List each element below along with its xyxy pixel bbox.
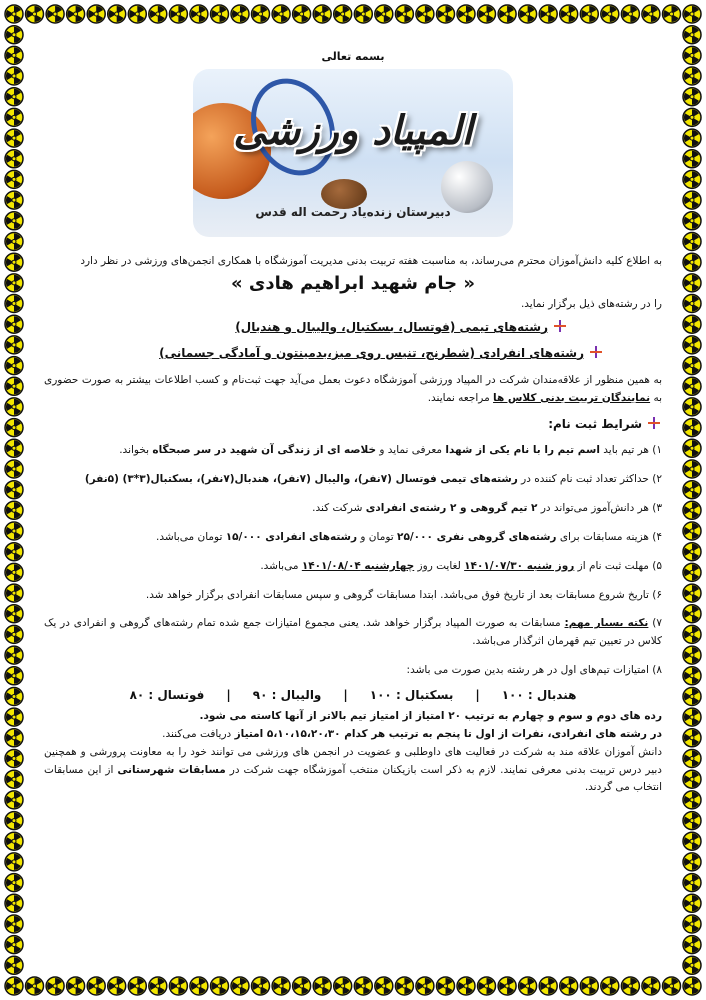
radiation-icon <box>415 4 436 25</box>
radiation-icon <box>4 811 25 832</box>
radiation-icon <box>127 4 148 25</box>
condition-3: ۳) هر دانش‌آموز می‌تواند در ۲ تیم گروهی و ۲ رشته‌ی انفرادی شرکت کند. <box>312 502 662 515</box>
radiation-icon <box>558 976 579 997</box>
radiation-icon <box>45 4 66 25</box>
radiation-icon <box>682 500 703 521</box>
bullet-arrow-icon <box>590 346 602 358</box>
score-separator: | <box>226 687 231 702</box>
condition-7: ۷) نکته بسیار مهم: مسابقات به صورت المپیاد برگزار خواهد شد. یعنی مجموع امتیازات جمع شده تمام رشته‌های گروهی و انفرادی در یک کلاس در تعیین تیم قهرمان اثرگذار می‌باشد. <box>44 617 663 648</box>
radiation-icon <box>599 4 620 25</box>
radiation-icon <box>682 211 703 232</box>
radiation-icon <box>682 955 703 976</box>
radiation-icon <box>4 149 25 170</box>
radiation-icon <box>4 873 25 894</box>
radiation-icon <box>312 4 333 25</box>
radiation-icon <box>4 293 25 314</box>
radiation-icon <box>456 976 477 997</box>
radiation-icon <box>682 190 703 211</box>
radiation-icon <box>620 4 641 25</box>
radiation-icon <box>476 4 497 25</box>
radiation-icon <box>4 87 25 108</box>
radiation-icon <box>538 976 559 997</box>
radiation-icon <box>456 4 477 25</box>
radiation-icon <box>271 976 292 997</box>
radiation-icon <box>435 976 456 997</box>
bullet-arrow-icon <box>554 320 566 332</box>
radiation-icon <box>4 852 25 873</box>
radiation-icon <box>682 273 703 294</box>
radiation-icon <box>4 604 25 625</box>
radiation-icon <box>4 624 25 645</box>
radiation-icon <box>65 976 86 997</box>
radiation-icon <box>682 645 703 666</box>
radiation-icon <box>86 976 107 997</box>
radiation-icon <box>415 976 436 997</box>
radiation-icon <box>682 480 703 501</box>
radiation-icon <box>271 4 292 25</box>
radiation-icon <box>250 4 271 25</box>
radiation-icon <box>4 790 25 811</box>
radiation-icon <box>558 4 579 25</box>
radiation-icon <box>682 418 703 439</box>
radiation-icon <box>682 604 703 625</box>
radiation-icon <box>189 4 210 25</box>
radiation-icon <box>4 707 25 728</box>
radiation-icon <box>4 480 25 501</box>
scores-row <box>44 688 662 702</box>
condition-6: ۶) تاریخ شروع مسابقات بعد از تاریخ فوق می‌باشد. ابتدا مسابقات گروهی و سپس مسابقات انفرادی برگزار خواهد شد. <box>145 588 662 601</box>
invite-text <box>44 372 662 408</box>
radiation-icon <box>332 4 353 25</box>
radiation-icon <box>682 293 703 314</box>
individual-sports-label: رشته‌های انفرادی (شطرنج، تنیس روی میز،بدمینتون و آمادگی جسمانی) <box>159 345 584 360</box>
olympiad-banner <box>193 69 513 237</box>
radiation-icon <box>4 976 25 997</box>
radiation-icon <box>682 149 703 170</box>
announcement-page <box>44 44 662 956</box>
radiation-icon <box>4 769 25 790</box>
score-volleyball: والیبال : ۹۰ <box>252 687 322 702</box>
radiation-icon <box>682 4 703 25</box>
radiation-icon <box>682 976 703 997</box>
radiation-icon <box>682 748 703 769</box>
radiation-icon <box>24 976 45 997</box>
radiation-icon <box>24 4 45 25</box>
radiation-icon <box>4 45 25 66</box>
score-futsal: فوتسال : ۸۰ <box>129 687 205 702</box>
radiation-icon <box>620 976 641 997</box>
basmala: بسمه تعالی <box>321 50 385 63</box>
score-handball: هندبال : ۱۰۰ <box>501 687 577 702</box>
radiation-icon <box>682 66 703 87</box>
radiation-icon <box>682 914 703 935</box>
class-reps-label: نمایندگان تربیت بدنی کلاس ها <box>493 391 651 404</box>
radiation-icon <box>682 811 703 832</box>
radiation-icon <box>497 4 518 25</box>
conditions-heading <box>44 417 662 431</box>
radiation-icon <box>661 976 682 997</box>
radiation-icon <box>682 769 703 790</box>
radiation-icon <box>394 4 415 25</box>
radiation-icon <box>353 976 374 997</box>
radiation-icon <box>168 4 189 25</box>
radiation-icon <box>579 4 600 25</box>
radiation-icon <box>4 376 25 397</box>
radiation-icon <box>4 231 25 252</box>
radiation-icon <box>4 252 25 273</box>
radiation-icon <box>682 935 703 956</box>
score-basketball: بسکتبال : ۱۰۰ <box>369 687 454 702</box>
radiation-icon <box>4 190 25 211</box>
radiation-icon <box>682 521 703 542</box>
radiation-icon <box>517 4 538 25</box>
radiation-icon <box>4 893 25 914</box>
radiation-icon <box>4 397 25 418</box>
radiation-icon <box>4 356 25 377</box>
radiation-icon <box>373 976 394 997</box>
radiation-icon <box>4 686 25 707</box>
individual-note: در رشته های انفرادی، نفرات از اول تا پنجم به ترتیب هر کدام ۵،۱۰،۱۵،۲۰،۳۰ امتیاز دریافت می‌کنند. <box>162 727 662 740</box>
radiation-icon <box>4 666 25 687</box>
radiation-icon <box>682 790 703 811</box>
score-separator: | <box>475 687 480 702</box>
radiation-icon <box>4 831 25 852</box>
radiation-icon <box>682 542 703 563</box>
radiation-icon <box>682 459 703 480</box>
radiation-icon <box>250 976 271 997</box>
radiation-icon <box>4 728 25 749</box>
radiation-icon <box>579 976 600 997</box>
radiation-icon <box>4 438 25 459</box>
cup-title: « جام شهید ابراهیم هادی » <box>230 272 476 294</box>
radiation-icon <box>4 914 25 935</box>
radiation-icon <box>4 955 25 976</box>
radiation-icon <box>4 459 25 480</box>
radiation-icon <box>682 852 703 873</box>
intro-text: به اطلاع کلیه دانش‌آموزان محترم می‌رساند، به مناسبت هفته تربیت بدنی مدیریت آموزشگاه با همکاری انجمن‌های ورزشی در نظر دارد <box>80 255 662 267</box>
radiation-icon <box>4 66 25 87</box>
radiation-icon <box>682 666 703 687</box>
invite-part-1: به همین منظور از علاقه‌مندان شرکت در المپیاد ورزشی آموزشگاه دعوت بعمل می‌آید جهت ثبت‌نام و کسب اطلاعات بیشتر به صورت حضوری به <box>44 373 662 404</box>
radiation-icon <box>45 976 66 997</box>
radiation-icon <box>127 976 148 997</box>
radiation-icon <box>4 314 25 335</box>
radiation-icon <box>291 4 312 25</box>
condition-1: ۱) هر تیم باید اسم تیم را با نام یکی از شهدا معرفی نماید و خلاصه ای از زندگی آن شهید در سر صبحگاه بخواند. <box>119 444 662 457</box>
radiation-icon <box>682 335 703 356</box>
radiation-icon <box>641 976 662 997</box>
school-name: دبیرستان زنده‌یاد رحمت اله قدس <box>255 205 451 219</box>
radiation-icon <box>682 356 703 377</box>
team-sports-label: رشته‌های تیمی (فوتسال، بسکتبال، والیبال و هندبال) <box>235 319 548 334</box>
radiation-icon <box>4 645 25 666</box>
radiation-icon <box>4 169 25 190</box>
radiation-icon <box>682 87 703 108</box>
radiation-icon <box>538 4 559 25</box>
radiation-icon <box>682 438 703 459</box>
radiation-icon <box>4 583 25 604</box>
radiation-icon <box>147 4 168 25</box>
score-separator: | <box>343 687 348 702</box>
radiation-icon <box>4 107 25 128</box>
radiation-icon <box>4 211 25 232</box>
radiation-icon <box>682 873 703 894</box>
radiation-icon <box>682 831 703 852</box>
radiation-icon <box>394 976 415 997</box>
radiation-icon <box>682 728 703 749</box>
rank-note: رده های دوم و سوم و چهارم به ترتیب ۲۰ امتیاز از امتیاز تیم بالاتر از آنها کاسته می شود. <box>199 709 662 722</box>
condition-5: ۵) مهلت ثبت نام از روز شنبه ۱۴۰۱/۰۷/۳۰ لغایت روز چهارشنبه ۱۴۰۱/۰۸/۰۴ می‌باشد. <box>260 559 662 572</box>
radiation-icon <box>682 252 703 273</box>
radiation-icon <box>682 562 703 583</box>
radiation-icon <box>497 976 518 997</box>
radiation-icon <box>230 976 251 997</box>
radiation-icon <box>86 4 107 25</box>
radiation-icon <box>106 4 127 25</box>
bullet-arrow-icon <box>648 417 660 429</box>
intro-end: را در رشته‌های ذیل برگزار نماید. <box>520 297 662 310</box>
radiation-icon <box>682 397 703 418</box>
radiation-icon <box>599 976 620 997</box>
radiation-icon <box>147 976 168 997</box>
radiation-icon <box>106 976 127 997</box>
condition-8: ۸) امتیازات تیم‌های اول در هر رشته بدین صورت می باشد: <box>406 664 662 677</box>
radiation-icon <box>353 4 374 25</box>
radiation-icon <box>682 231 703 252</box>
radiation-icon <box>4 562 25 583</box>
radiation-icon <box>4 500 25 521</box>
radiation-icon <box>682 25 703 46</box>
radiation-icon <box>641 4 662 25</box>
radiation-icon <box>682 707 703 728</box>
radiation-icon <box>209 4 230 25</box>
radiation-icon <box>4 935 25 956</box>
radiation-icon <box>4 25 25 46</box>
radiation-icon <box>682 376 703 397</box>
radiation-icon <box>4 521 25 542</box>
radiation-icon <box>209 976 230 997</box>
radiation-icon <box>476 976 497 997</box>
condition-4: ۴) هزینه مسابقات برای رشته‌های گروهی نفری ۲۵/۰۰۰ تومان و رشته‌های انفرادی ۱۵/۰۰۰ تومان می‌باشد. <box>156 530 662 543</box>
radiation-icon <box>4 273 25 294</box>
radiation-icon <box>517 976 538 997</box>
radiation-icon <box>373 4 394 25</box>
radiation-icon <box>435 4 456 25</box>
radiation-icon <box>4 748 25 769</box>
condition-2: ۲) حداکثر تعداد ثبت نام کننده در رشته‌های تیمی فوتسال (۷نفر)، والیبال (۷نفر)، هندبال(۷نفر)، بسکتبال(۳*۳) (۵نفر) <box>84 473 662 486</box>
individual-sports-item <box>44 346 662 360</box>
radiation-icon <box>682 107 703 128</box>
radiation-icon <box>4 4 25 25</box>
radiation-icon <box>189 976 210 997</box>
radiation-icon <box>4 128 25 149</box>
radiation-icon <box>682 686 703 707</box>
radiation-icon <box>312 976 333 997</box>
radiation-icon <box>168 976 189 997</box>
closing-text: دانش آموزان علاقه مند به شرکت در فعالیت های داوطلبی و عضویت در انجمن های ورزشی می توانند خود را به معاونت پرورشی و همچنین دبیر درس تربیت بدنی معرفی نمایند. لازم به ذکر است بازیکنان منتخب آموزشگاه جهت شرکت در مسابقات شهرستانی از این مسابقات انتخاب می گردند. <box>44 745 662 794</box>
radiation-icon <box>682 583 703 604</box>
radiation-icon <box>682 893 703 914</box>
radiation-icon <box>230 4 251 25</box>
radiation-icon <box>682 314 703 335</box>
radiation-icon <box>4 335 25 356</box>
radiation-icon <box>291 976 312 997</box>
conditions-title: شرایط ثبت نام: <box>548 417 642 432</box>
team-sports-item <box>44 320 662 334</box>
radiation-icon <box>65 4 86 25</box>
radiation-icon <box>661 4 682 25</box>
radiation-icon <box>682 169 703 190</box>
radiation-icon <box>4 542 25 563</box>
banner-title: المپیاد ورزشی <box>233 107 473 154</box>
radiation-icon <box>4 418 25 439</box>
radiation-icon <box>682 128 703 149</box>
invite-part-2: مراجعه نمایند. <box>427 391 490 404</box>
radiation-icon <box>682 45 703 66</box>
radiation-icon <box>682 624 703 645</box>
radiation-icon <box>332 976 353 997</box>
